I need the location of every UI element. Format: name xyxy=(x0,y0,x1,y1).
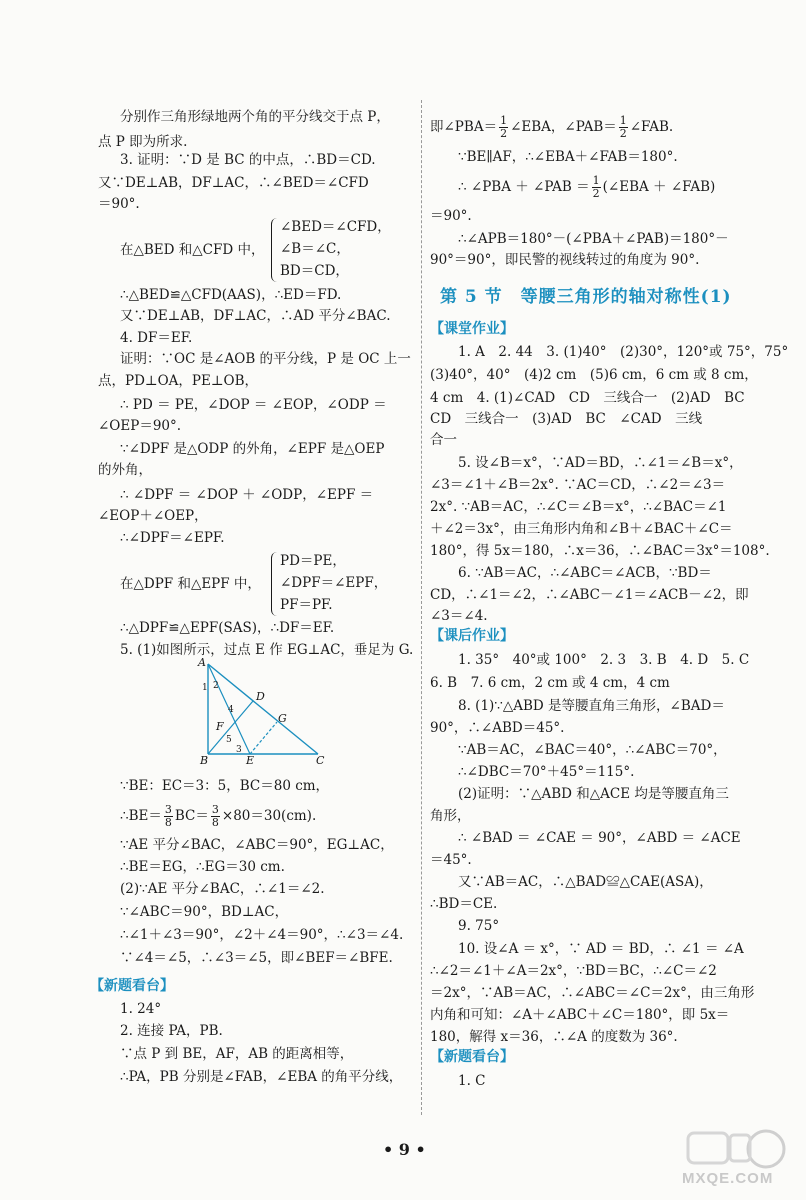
system-intro: 在△DPF 和△EPF 中， xyxy=(120,576,261,592)
text-line: 6. ∵AB＝AC，∴∠ABC＝∠ACB，∵BD＝ xyxy=(458,565,712,581)
numerator: 1 xyxy=(592,174,600,187)
text-run: ∠EBA，∠PAB＝ xyxy=(510,119,617,135)
fraction-line xyxy=(120,801,316,831)
numerator: 1 xyxy=(619,114,627,127)
text-line: 1. 35° 40°或 100° 2. 3 3. B 4. D 5. C xyxy=(458,652,750,668)
text-run: ∴BE＝ xyxy=(120,808,162,824)
fig-label: D xyxy=(256,690,265,703)
fig-label: A xyxy=(198,656,206,669)
text-line: 4 cm 4. (1)∠CAD CD 三线合一 (2)AD BC xyxy=(430,390,745,406)
text-line: 6. B 7. 6 cm，2 cm 或 4 cm，4 cm xyxy=(430,675,670,691)
text-line: ∴∠DPF＝∠EPF. xyxy=(120,530,225,546)
text-run: (∠EBA ＋ ∠FAB) xyxy=(602,179,716,195)
text-line: ∵BE∥AF，∴∠EBA＋∠FAB＝180°. xyxy=(458,149,678,165)
denominator: 2 xyxy=(592,187,600,200)
text-line: (2)证明：∵△ABD 和△ACE 均是等腰直角三 xyxy=(458,786,729,802)
text-line: (2)∵AE 平分∠BAC，∴∠1＝∠2. xyxy=(120,881,325,897)
fig-label: 1 xyxy=(202,683,208,693)
brace xyxy=(271,218,278,282)
denominator: 8 xyxy=(211,816,219,829)
fig-label: 4 xyxy=(228,705,234,715)
fig-label: B xyxy=(200,754,209,766)
section-tag: 【新题看台】 xyxy=(430,1049,514,1065)
text-line: 5. 设∠B＝x°，∵AD＝BD，∴∠1＝∠B＝x°， xyxy=(458,455,743,471)
text-line: 又∵AB＝AC，∴△BAD≌△CAE(ASA)， xyxy=(458,874,713,890)
text-line: 9. 75° xyxy=(458,918,500,934)
watermark-text: MXQE.COM xyxy=(682,1170,774,1187)
text-line: ∵∠ABC＝90°，BD⊥AC， xyxy=(120,904,289,920)
text-run: BC＝ xyxy=(174,808,209,824)
text-line: ∴ ∠BAD ＝ ∠CAE ＝ 90°，∠ABD ＝ ∠ACE xyxy=(458,830,741,846)
text-line: 1. C xyxy=(458,1073,486,1089)
text-line: ∴PA，PB 分别是∠FAB，∠EBA 的角平分线， xyxy=(120,1069,403,1085)
text-line: ∴∠APB＝180°－(∠PBA＋∠PAB)＝180°－ xyxy=(458,231,729,247)
text-line: ∴ PD ＝ PE，∠DOP ＝ ∠EOP，∠ODP ＝ xyxy=(120,397,387,413)
denominator: 2 xyxy=(500,127,508,140)
text-line: 3. 证明：∵D 是 BC 的中点，∴BD＝CD. xyxy=(120,152,376,168)
text-line: ＝90°. xyxy=(98,196,140,212)
equation-line: BD＝CD， xyxy=(280,263,349,279)
fraction xyxy=(619,115,628,140)
fig-label: G xyxy=(278,712,287,725)
fig-label: C xyxy=(316,754,325,766)
text-line: 点 P 即为所求. xyxy=(98,134,188,150)
numerator: 1 xyxy=(500,114,508,127)
text-line: ∴∠1＋∠3＝90°，∠2＋∠4＝90°，∴∠3＝∠4. xyxy=(120,927,404,943)
text-run: ×80＝30(cm). xyxy=(221,808,317,824)
text-line: 内角和可知：∠A＋∠ABC＋∠C＝180°，即 5x＝ xyxy=(430,1007,730,1023)
section-title: 第 5 节 等腰三角形的轴对称性(1) xyxy=(440,287,732,307)
text-line: 1. A 2. 44 3. (1)40° (2)30°，120°或 75°，75° xyxy=(458,344,789,360)
text-line: 90°，∴∠ABD＝45°. xyxy=(430,720,565,736)
text-run: 即∠PBA＝ xyxy=(430,119,498,135)
text-line: CD，∴∠1＝∠2，∴∠ABC－∠1＝∠ACB－∠2，即 xyxy=(430,587,749,603)
text-line: 又∵DE⊥AB，DF⊥AC，∴∠BED＝∠CFD xyxy=(98,175,369,191)
text-line: ∠3＝∠1＋∠B＝2x°. ∵AC＝CD，∴∠2＝∠3＝ xyxy=(430,477,726,493)
fig-label: 5 xyxy=(226,735,232,745)
fig-label: 3 xyxy=(236,745,242,755)
fig-label: F xyxy=(216,720,224,733)
equation-line: ∠DPF＝∠EPF， xyxy=(280,575,388,591)
page-number: • 9 • xyxy=(383,1140,426,1159)
text-line: 的外角， xyxy=(98,462,152,478)
text-line: 2. 连接 PA，PB. xyxy=(120,1023,223,1039)
text-line: ∵AB＝AC，∠BAC＝40°，∴∠ABC＝70°， xyxy=(458,742,727,758)
text-line: ∴BD＝CE. xyxy=(430,896,498,912)
text-line: ＝2x°，∵AB＝AC，∴∠ABC＝∠C＝2x°，由三角形 xyxy=(430,985,755,1001)
fraction xyxy=(164,804,173,829)
text-line: ∴BE＝EG，∴EG＝30 cm. xyxy=(120,859,285,875)
text-run: ∠FAB. xyxy=(629,119,674,135)
text-line: ＝45°. xyxy=(430,852,472,868)
equation-line: PD＝PE， xyxy=(280,553,346,569)
text-run: ∴ ∠PBA ＋ ∠PAB ＝ xyxy=(458,179,590,195)
fraction xyxy=(592,175,601,200)
equation-line: ∠B＝∠C， xyxy=(280,241,350,257)
text-line: ∴△BED≌△CFD(AAS)，∴ED＝FD. xyxy=(120,287,342,303)
geometry-figure xyxy=(190,656,330,766)
fig-label: 2 xyxy=(213,681,219,691)
text-line: ∴∠2＝∠1＋∠A＝2x°，∵BD＝BC，∴∠C＝∠2 xyxy=(430,963,717,979)
denominator: 2 xyxy=(619,127,627,140)
text-line: 点，PD⊥OA，PE⊥OB， xyxy=(98,373,259,389)
text-line: 180，解得 x＝36，∴∠A 的度数为 36°. xyxy=(430,1029,678,1045)
fraction xyxy=(211,804,220,829)
fraction xyxy=(499,115,508,140)
fraction-line xyxy=(458,172,715,202)
brace xyxy=(271,552,278,616)
text-line: ∴ ∠DPF ＝ ∠DOP ＋ ∠ODP，∠EPF ＝ xyxy=(120,487,374,503)
text-line: 1. 24° xyxy=(120,1001,162,1017)
text-line: CD 三线合一 (3)AD BC ∠CAD 三线 xyxy=(430,411,703,427)
text-line: 又∵DE⊥AB，DF⊥AC，∴AD 平分∠BAC. xyxy=(120,308,391,324)
text-line: ∠OEP＝90°. xyxy=(98,418,182,434)
text-line: ∠EOP＋∠OEP， xyxy=(98,508,208,524)
column-divider xyxy=(421,100,422,1115)
equation-line: PF＝PF. xyxy=(280,597,333,613)
text-line: 90°＝90°，即民警的视线转过的角度为 90°. xyxy=(430,252,700,268)
text-line: ＋∠2＝3x°，由三角形内角和∠B＋∠BAC＋∠C＝ xyxy=(430,521,733,537)
text-line: 180°，得 5x＝180，∴x＝36，∴∠BAC＝3x°＝108°. xyxy=(430,543,770,559)
equation-line: ∠BED＝∠CFD， xyxy=(280,219,391,235)
text-line: 合一 xyxy=(430,432,457,448)
text-line: ∠3＝∠4. xyxy=(430,608,488,624)
denominator: 8 xyxy=(164,816,172,829)
section-tag: 【课堂作业】 xyxy=(430,321,514,337)
text-line: ＝90°. xyxy=(430,208,472,224)
text-line: 分别作三角形绿地两个角的平分线交于点 P， xyxy=(120,109,390,125)
text-line: ∴∠DBC＝70°＋45°＝115°. xyxy=(458,764,635,780)
text-line: ∵点 P 到 BE，AF，AB 的距离相等， xyxy=(120,1046,354,1062)
text-line: 10. 设∠A ＝ x°，∵ AD ＝ BD，∴ ∠1 ＝ ∠A xyxy=(458,941,744,957)
text-line: ∵AE 平分∠BAC，∠ABC＝90°，EG⊥AC， xyxy=(120,837,394,853)
text-line: 8. (1)∵△ABD 是等腰直角三角形，∠BAD＝ xyxy=(458,698,725,714)
text-line: (3)40°，40° (4)2 cm (5)6 cm，6 cm 或 8 cm， xyxy=(430,367,758,383)
section-tag: 【新题看台】 xyxy=(90,978,174,994)
text-line: 角形， xyxy=(430,808,471,824)
text-line: 5. (1)如图所示，过点 E 作 EG⊥AC，垂足为 G. xyxy=(120,642,414,658)
text-line: 2x°. ∵AB＝AC，∴∠C＝∠B＝x°，∴∠BAC＝∠1 xyxy=(430,499,727,515)
text-line: ∵∠DPF 是△ODP 的外角，∠EPF 是△OEP xyxy=(120,441,385,457)
numerator: 3 xyxy=(164,803,172,816)
text-line: ∵∠4＝∠5，∴∠3＝∠5，即∠BEF＝∠BFE. xyxy=(120,950,393,966)
fraction-line xyxy=(430,112,673,142)
text-line: ∴△DPF≌△EPF(SAS)，∴DF＝EF. xyxy=(120,620,335,636)
system-intro: 在△BED 和△CFD 中， xyxy=(120,242,265,258)
text-line: ∵BE：EC＝3：5，BC＝80 cm， xyxy=(120,778,330,794)
text-line: 证明：∵OC 是∠AOB 的平分线，P 是 OC 上一 xyxy=(120,351,411,367)
numerator: 3 xyxy=(211,803,219,816)
section-tag: 【课后作业】 xyxy=(430,628,514,644)
text-line: 4. DF＝EF. xyxy=(120,330,193,346)
fig-label: E xyxy=(246,754,255,766)
